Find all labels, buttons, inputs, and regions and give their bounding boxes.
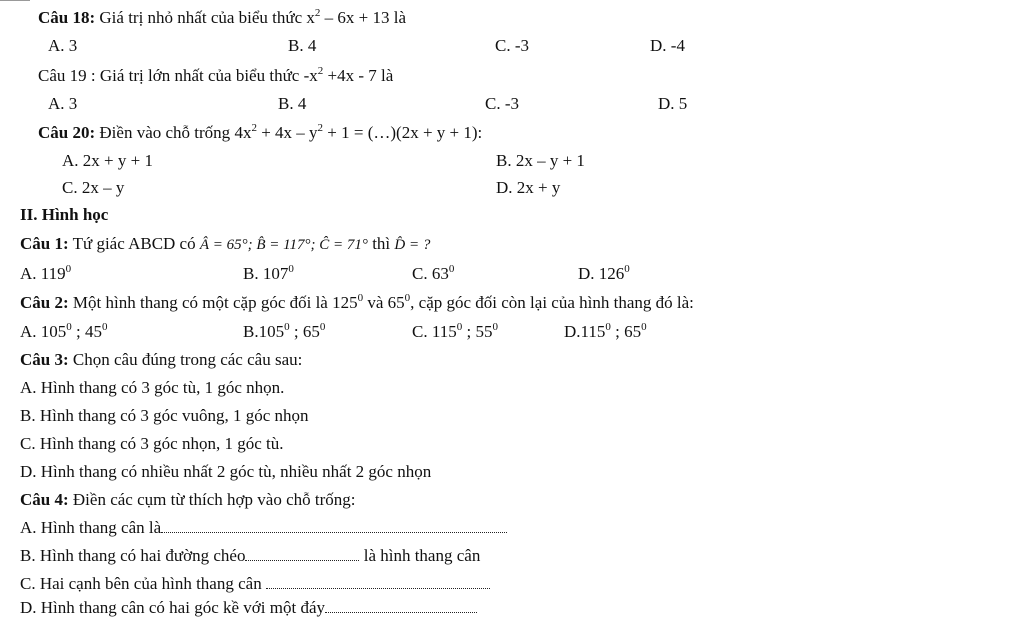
question-18 <box>38 8 406 28</box>
g3-option-d: D. Hình thang có nhiều nhất 2 góc tù, nhiều nhất 2 góc nhọn <box>20 462 432 481</box>
question-20-s1: 2 <box>251 122 257 134</box>
g1-option-d-sup: 0 <box>624 263 630 275</box>
g2-option-d <box>564 322 647 342</box>
g4-blank-c <box>266 575 490 589</box>
g2-option-a-deg1: 0 <box>66 321 72 333</box>
g2-option-b <box>243 322 325 342</box>
geometry-question-2-t1: Một hình thang có một cặp góc đối là 125 <box>68 293 358 312</box>
question-20 <box>38 123 482 143</box>
g3-option-c: C. Hình thang có 3 góc nhọn, 1 góc tù. <box>20 434 284 453</box>
geometry-question-2-label: Câu 2: <box>20 293 69 312</box>
q20-option-a: A. 2x + y + 1 <box>62 151 153 170</box>
g1-option-a <box>20 264 71 284</box>
g2-option-c <box>412 322 498 342</box>
question-20-e1: 4x <box>234 123 252 142</box>
geometry-question-3 <box>20 350 302 370</box>
geometry-question-1-ask: D̂ = ? <box>394 237 431 253</box>
question-18-expr-sup: 2 <box>314 7 321 19</box>
geometry-question-2-s2: 0 <box>404 292 411 304</box>
geometry-question-4-label: Câu 4: <box>20 490 69 509</box>
g2-option-a <box>20 322 108 342</box>
g3-option-a: A. Hình thang có 3 góc tù, 1 góc nhọn. <box>20 378 285 397</box>
g3-option-b: B. Hình thang có 3 góc vuông, 1 góc nhọn <box>20 406 309 425</box>
geometry-question-3-label: Câu 3: <box>20 350 69 369</box>
question-19-sup: 2 <box>317 65 324 77</box>
question-18-text: Giá trị nhỏ nhất của biểu thức <box>99 8 307 27</box>
g1-option-b-text: B. 107 <box>243 264 289 283</box>
g1-option-c-sup: 0 <box>448 263 455 275</box>
question-18-expr-b: – 6x + 13 <box>320 8 390 27</box>
g4-item-b-text2: là hình thang cân <box>359 546 481 565</box>
question-20-label: Câu 20: <box>38 123 96 142</box>
geometry-question-2-t3: , cặp góc đối còn lại của hình thang đó là: <box>410 293 694 312</box>
question-18-expr-a: x <box>306 8 315 27</box>
g2-option-c-deg2: 0 <box>492 321 498 333</box>
question-20-s2: 2 <box>317 122 324 134</box>
geometry-question-1-text: Tứ giác ABCD có <box>68 234 200 253</box>
g4-item-d-text: D. Hình thang cân có hai góc kề với một đáy <box>20 598 325 617</box>
g2-option-b-deg2: 0 <box>319 321 326 333</box>
g1-option-d-text: D. 126 <box>578 264 625 283</box>
g2-option-a-text1: A. 105 <box>20 322 67 341</box>
g2-option-a-deg2: 0 <box>102 321 108 333</box>
g4-item-a-text: A. Hình thang cân là <box>20 518 162 537</box>
g1-option-c-text: C. 63 <box>412 264 449 283</box>
geometry-question-1-angles: Â = 65°; B̂ = 117°; Ĉ = 71° <box>199 237 368 253</box>
geometry-question-2-s1: 0 <box>357 292 364 304</box>
q20-option-b: B. 2x – y + 1 <box>496 151 585 170</box>
g2-option-c-text2: ; 55 <box>462 322 493 341</box>
geometry-question-2-t2: và 65 <box>363 293 405 312</box>
g2-option-d-text2: ; 65 <box>610 322 642 341</box>
g2-option-b-text1: B.105 <box>243 322 285 341</box>
geometry-question-1-label: Câu 1: <box>20 234 69 253</box>
question-19-rest: +4x - 7 là <box>323 66 394 85</box>
g2-option-d-deg1: 0 <box>605 321 611 333</box>
g1-option-a-text: A. 119 <box>20 264 66 283</box>
g4-blank-b <box>245 547 359 561</box>
geometry-question-2 <box>20 293 694 313</box>
question-20-e2: + 4x – y <box>256 123 318 142</box>
g2-option-d-deg2: 0 <box>641 321 647 333</box>
q19-option-a: A. 3 <box>48 94 78 113</box>
q20-option-c: C. 2x – y <box>62 178 125 197</box>
g2-option-d-text1: D.115 <box>564 322 606 341</box>
question-19-text: Câu 19 : Giá trị lớn nhất của biểu thức -x <box>38 66 318 85</box>
geometry-question-4 <box>20 490 355 510</box>
q19-option-d: D. 5 <box>658 94 688 113</box>
question-20-text: Điền vào chỗ trống <box>95 123 235 142</box>
page-corner-mark <box>0 0 30 7</box>
q20-option-d: D. 2x + y <box>496 178 561 197</box>
g4-item-b-text1: B. Hình thang có hai đường chéo <box>20 546 246 565</box>
q18-option-a: A. 3 <box>48 36 78 55</box>
g4-item-d <box>20 598 477 618</box>
g2-option-b-deg1: 0 <box>284 321 290 333</box>
geometry-question-4-text: Điền các cụm từ thích hợp vào chỗ trống: <box>68 490 356 509</box>
q18-option-c: C. -3 <box>495 36 529 55</box>
q18-option-d: D. -4 <box>650 36 685 55</box>
g1-option-d <box>578 264 630 284</box>
section-title: II. Hình học <box>20 205 109 224</box>
question-19 <box>38 66 393 86</box>
g2-option-c-deg1: 0 <box>456 321 463 333</box>
geometry-question-1-then: thì <box>367 234 395 253</box>
g1-option-b-sup: 0 <box>288 263 294 275</box>
geometry-question-1 <box>20 234 430 255</box>
g4-item-c <box>20 574 490 594</box>
geometry-question-3-text: Chọn câu đúng trong các câu sau: <box>68 350 303 369</box>
g1-option-a-sup: 0 <box>65 263 72 275</box>
g4-item-b <box>20 546 480 566</box>
g2-option-c-text1: C. 115 <box>412 322 457 341</box>
question-20-e3: + 1 = (…)(2x + y + 1): <box>323 123 483 142</box>
g4-blank-d <box>325 599 477 613</box>
g4-item-a <box>20 518 507 538</box>
question-18-end: là <box>389 8 407 27</box>
g2-option-a-text2: ; 45 <box>71 322 103 341</box>
question-18-label: Câu 18: <box>38 8 96 27</box>
g1-option-c <box>412 264 454 284</box>
q19-option-b: B. 4 <box>278 94 307 113</box>
g1-option-b <box>243 264 294 284</box>
q18-option-b: B. 4 <box>288 36 317 55</box>
g2-option-b-text2: ; 65 <box>289 322 320 341</box>
g4-blank-a <box>161 519 507 533</box>
g4-item-c-text: C. Hai cạnh bên của hình thang cân <box>20 574 266 593</box>
q19-option-c: C. -3 <box>485 94 519 113</box>
